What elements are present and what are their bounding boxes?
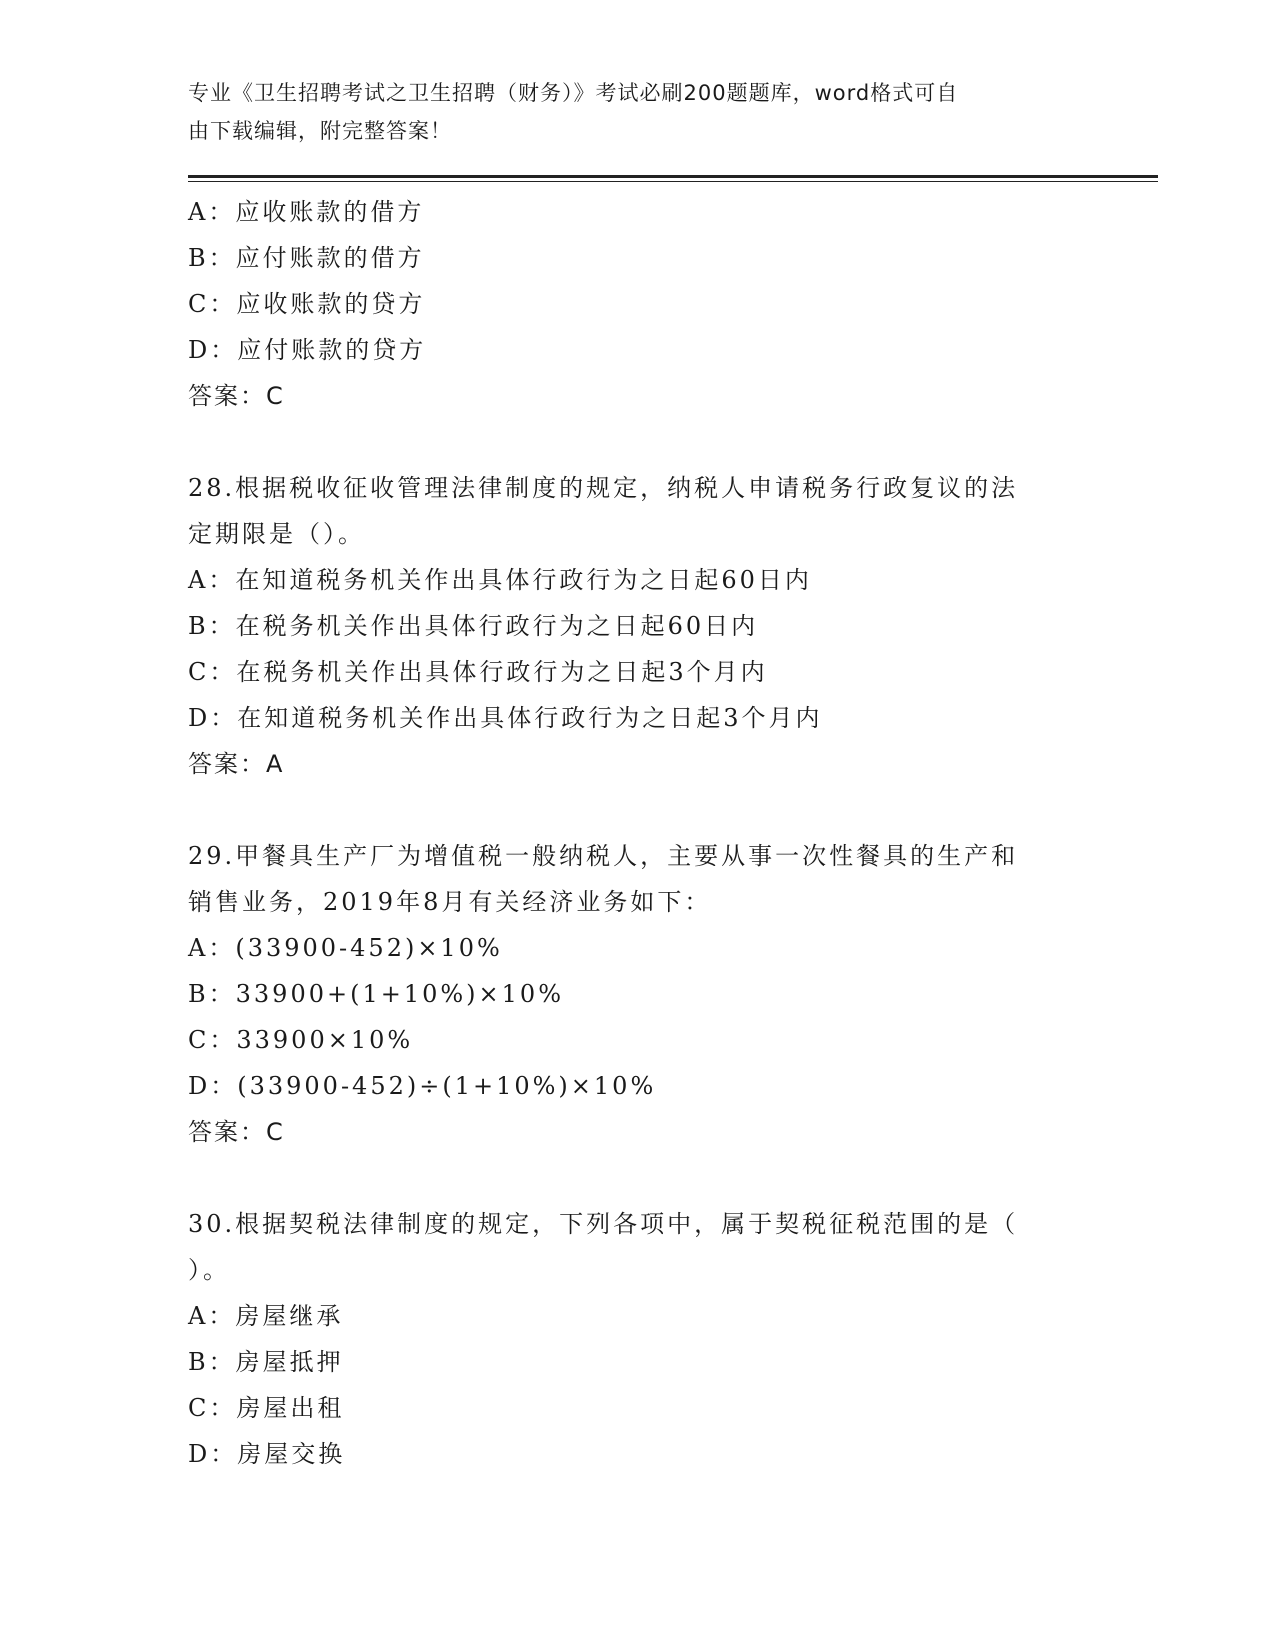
- option-d: D：房屋交换: [188, 1440, 346, 1468]
- answer-label: 答案：A: [188, 750, 285, 778]
- answer-label: 答案：C: [188, 382, 285, 410]
- option-a: A：在知道税务机关作出具体行政行为之日起60日内: [188, 566, 812, 594]
- question-text-line-2: 定期限是（）。: [188, 520, 365, 548]
- option-b: B：房屋抵押: [188, 1348, 344, 1376]
- option-d: D：(33900-452)÷(1+10%)×10%: [188, 1072, 657, 1100]
- answer-label: 答案：C: [188, 1118, 285, 1146]
- header-line-1: 专业《卫生招聘考试之卫生招聘（财务）》考试必刷200题题库，word格式可自: [188, 81, 959, 105]
- header-divider-thin: [188, 181, 1158, 182]
- option-c: C：33900×10%: [188, 1026, 414, 1054]
- question-text-line-1: 29.甲餐具生产厂为增值税一般纳税人，主要从事一次性餐具的生产和: [188, 842, 1019, 870]
- option-a: A：房屋继承: [188, 1302, 344, 1330]
- question-text-line-1: 28.根据税收征收管理法律制度的规定，纳税人申请税务行政复议的法: [188, 474, 1019, 502]
- spacer: [188, 419, 1088, 465]
- spacer: [188, 1155, 1088, 1201]
- question-30-block: [188, 1201, 1088, 1477]
- option-b: B：应付账款的借方: [188, 244, 425, 272]
- question-text-line-1: 30.根据契税法律制度的规定，下列各项中，属于契税征税范围的是（: [188, 1210, 1019, 1238]
- header-divider-thick: [188, 175, 1158, 178]
- spacer: [188, 787, 1088, 833]
- option-a: A：(33900-452)×10%: [188, 934, 503, 962]
- question-text-line-2: ）。: [188, 1256, 230, 1284]
- question-text-line-2: 销售业务，2019年8月有关经济业务如下：: [188, 888, 712, 916]
- option-c: C：应收账款的贷方: [188, 290, 426, 318]
- question-28-block: [188, 465, 1088, 787]
- header-line-2: 由下载编辑，附完整答案！: [188, 119, 452, 143]
- option-b: B：33900+(1+10%)×10%: [188, 980, 564, 1008]
- document-header: [188, 74, 1068, 150]
- option-d: D：应付账款的贷方: [188, 336, 427, 364]
- option-c: C：房屋出租: [188, 1394, 345, 1422]
- document-body: [188, 189, 1088, 1477]
- question-29-block: [188, 833, 1088, 1155]
- option-c: C：在税务机关作出具体行政行为之日起3个月内: [188, 658, 768, 686]
- option-d: D：在知道税务机关作出具体行政行为之日起3个月内: [188, 704, 823, 732]
- question-27-block: [188, 189, 1088, 419]
- option-b: B：在税务机关作出具体行政行为之日起60日内: [188, 612, 759, 640]
- option-a: A：应收账款的借方: [188, 198, 425, 226]
